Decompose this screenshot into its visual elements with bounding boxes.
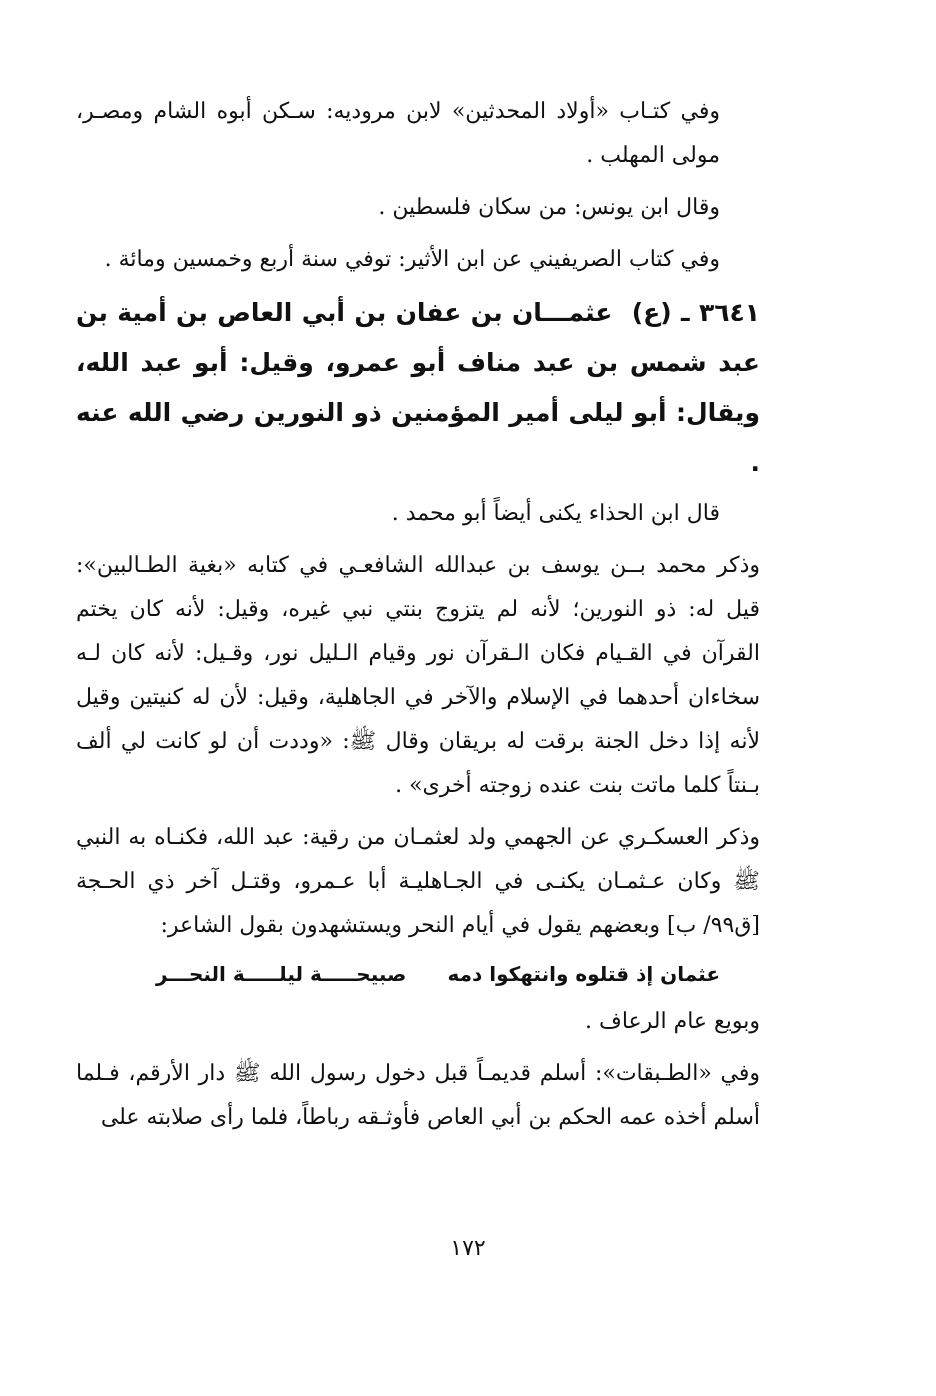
entry-heading <box>76 288 760 488</box>
paragraph-awlad-almuhaddithin: وفي كتـاب «أولاد المحدثين» لابن مروديه: سـكن أبوه الشام ومصـر، مولى المهلب . <box>76 99 720 168</box>
verse-first-hemistich: عثمان إذ قتلوه وانتهكوا دمه <box>447 962 720 986</box>
verse-second-hemistich: صبيحـــــة ليلـــــة النحـــر <box>156 962 407 986</box>
poetry-verse <box>76 952 760 996</box>
paragraph-am-alruaf: وبويع عام الرعاف . <box>585 1009 760 1034</box>
paragraph-sarifini: وفي كتاب الصريفيني عن ابن الأثير: توفي سنة أربع وخمسين ومائة . <box>104 247 720 272</box>
page-body <box>76 90 760 1140</box>
entry-title: عثمـــان بن عفان بن أبي العاص بن أمية بن عبد شمس بن عبد مناف أبو عمرو، وقيل: أبو عبد الله، ويقال: أبو ليلى أمير المؤمنين ذو النورين رضي الله عنه . <box>76 298 760 477</box>
paragraph-ibn-yunus: وقال ابن يونس: من سكان فلسطين . <box>378 195 720 220</box>
paragraph-ibn-alhadhdha: قال ابن الحذاء يكنى أيضاً أبو محمد . <box>391 501 720 526</box>
paragraph-askari: وذكر العسكـري عن الجهمي ولد لعثمـان من رقية: عبد الله، فكنـاه به النبي ﷺ وكان عـثمـان يكنـى في الجـاهليـة أبا عـمرو، وقتـل آخر ذي الحـجة [ق٩٩/ ب] وبعضهم يقول في أيام النحر ويستشهدون بقول الشاعر: <box>76 825 760 938</box>
paragraph-dhu-alnurayn: وذكر محمد بــن يوسف بن عبدالله الشافعـي في كتابه «بغية الطـالبين»: قيل له: ذو النورين؛ لأنه لم يتزوج بنتي نبي غيره، وقيل: لأنه كان يختم القرآن في القـيام فكان الـقرآن نور وقيام الـليل نور، وقـيل: لأنه كان لـه سخاءان أحدهما في الإسلام والآخر في الجاهلية، وقيل: لأن له كنيتين وقيل لأنه إذا دخل الجنة برقت له بريقان وقال ﷺ: «وددت أن لو كانت لي ألف بـنتاً كلما ماتت بنت عنده زوجته أخرى» . <box>76 553 760 798</box>
paragraph-tabaqat: وفي «الطـبقات»: أسلم قديمـاً قبل دخول رسول الله ﷺ دار الأرقم، فـلما أسلم أخذه عمه الحكم بن أبي العاص فأوثـقه رباطاً، فلما رأى صلابته على <box>76 1061 760 1130</box>
entry-number: ٣٦٤١ ـ (ع) <box>631 298 760 327</box>
page-number: ١٧٢ <box>450 1236 486 1261</box>
